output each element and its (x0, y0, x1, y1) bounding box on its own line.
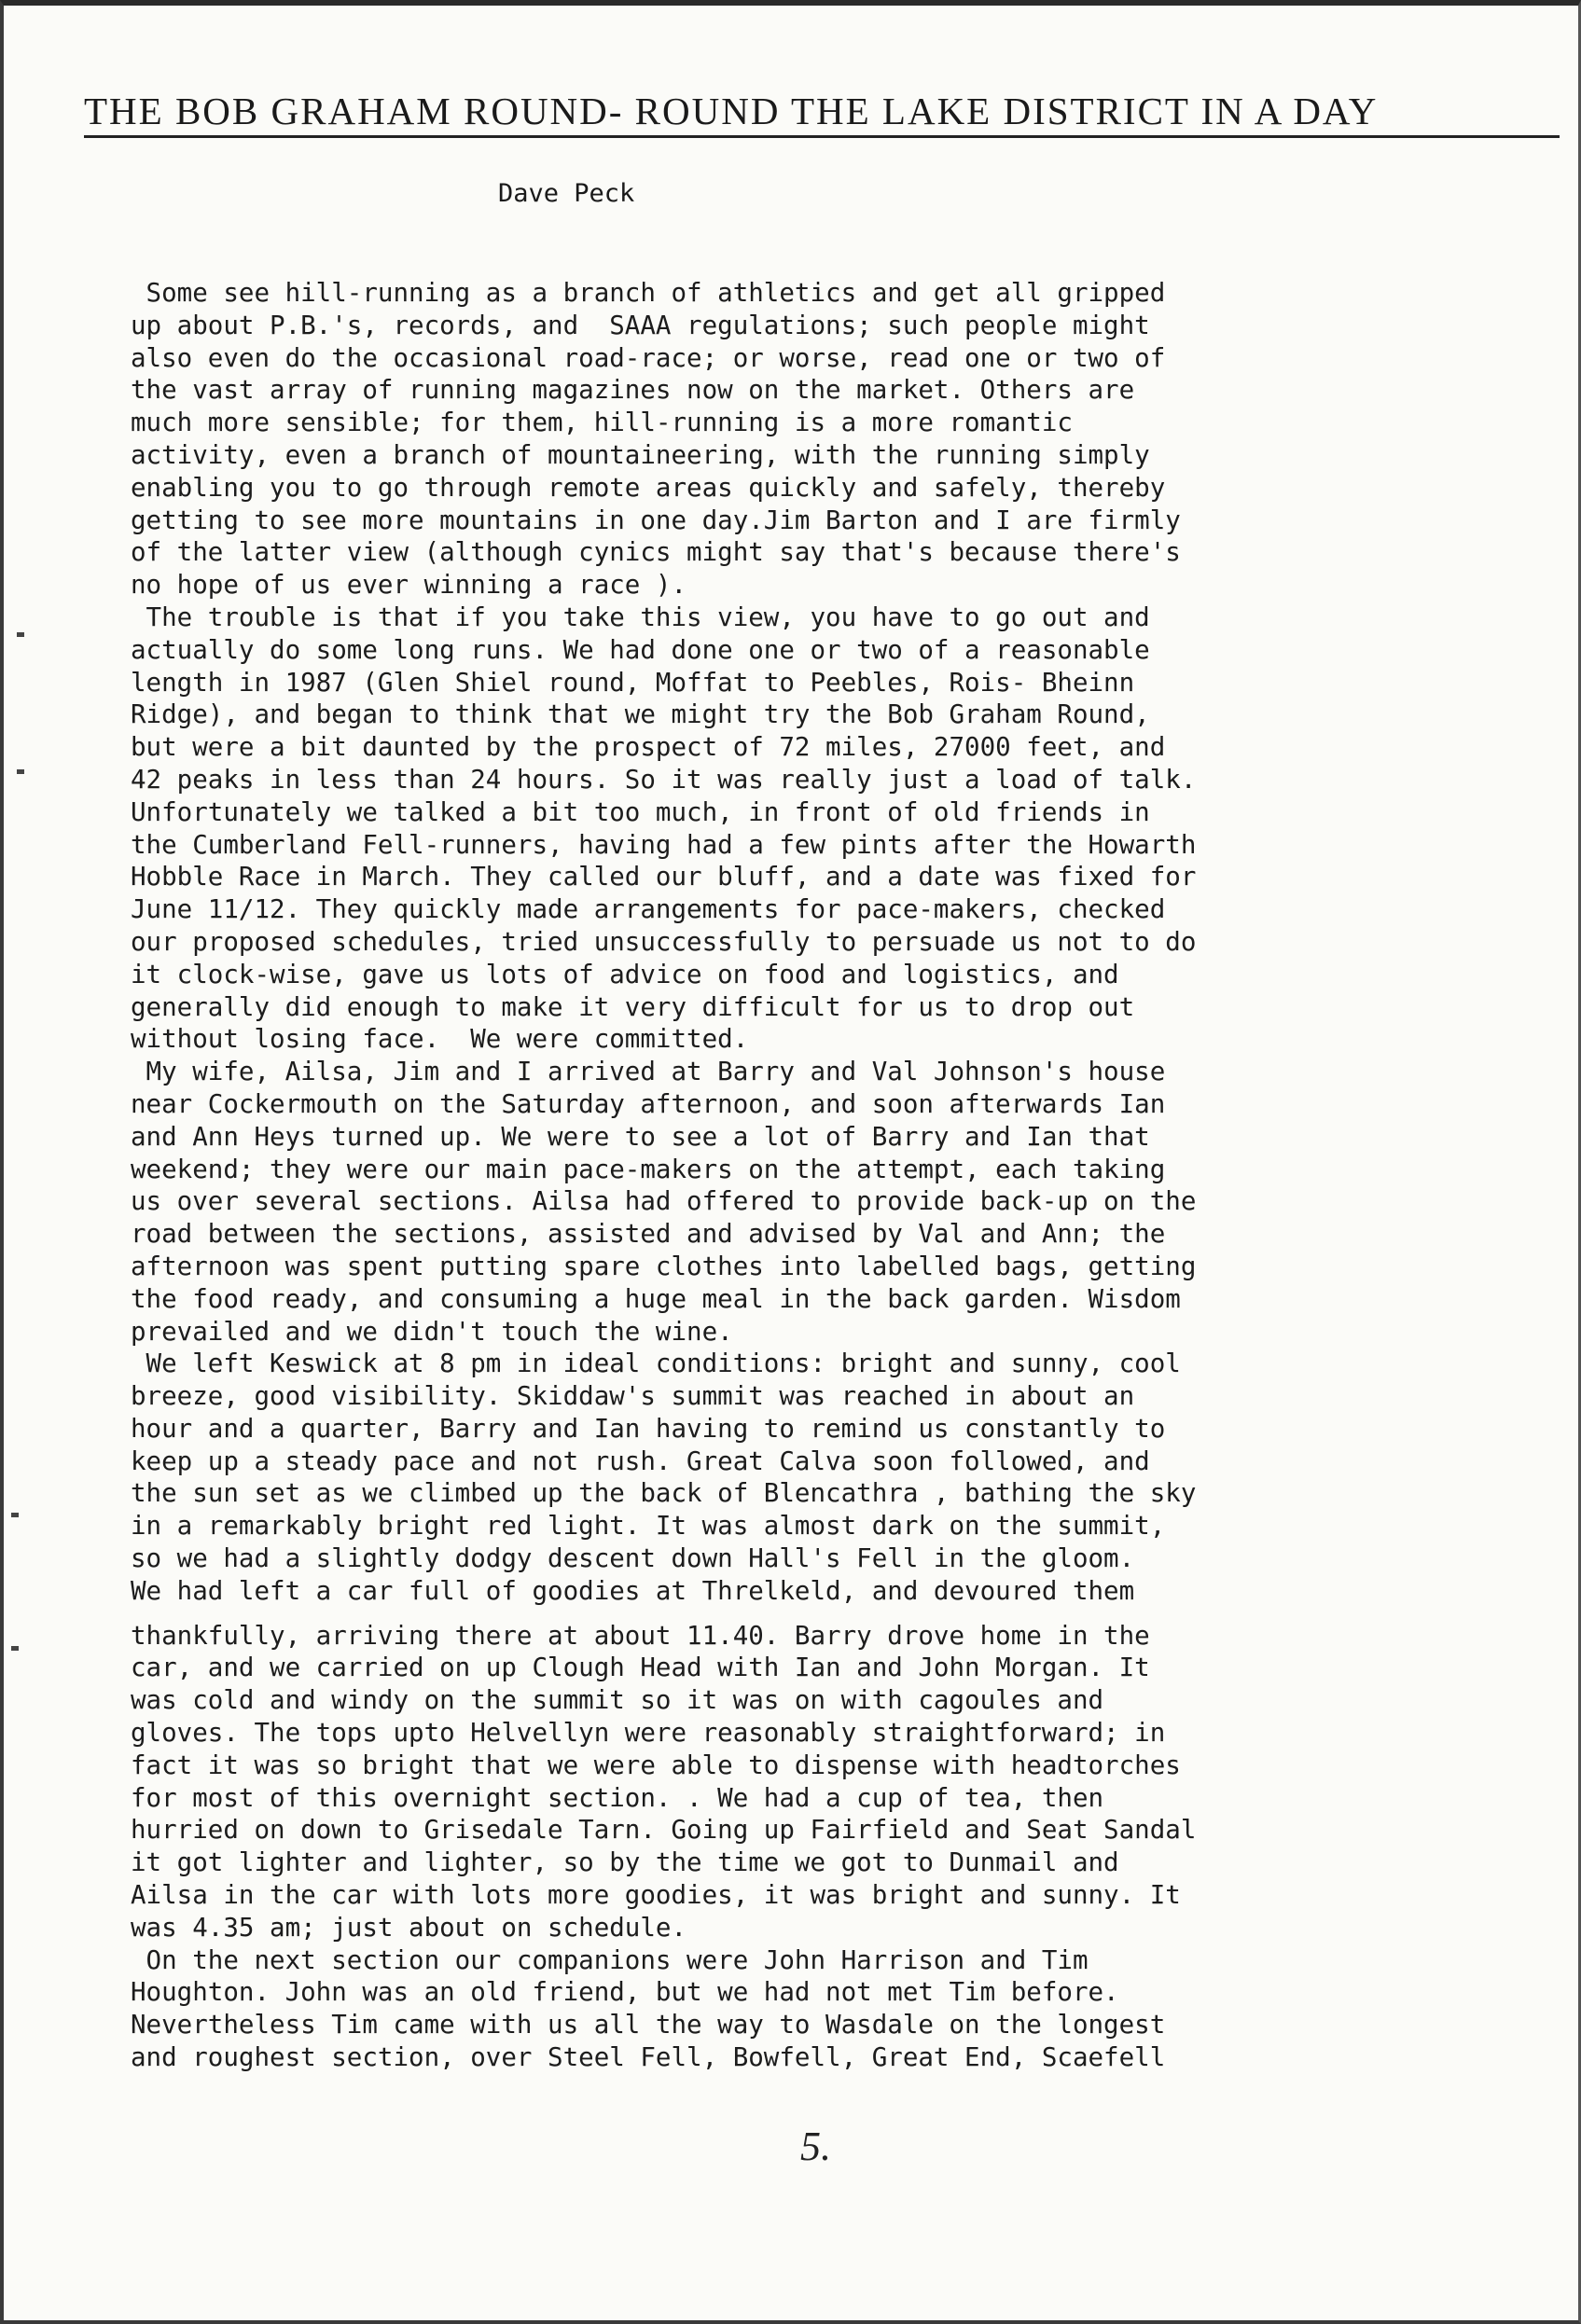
body-text-line: much more sensible; for them, hill-running is a more romantic (131, 408, 1073, 438)
body-text-line: the vast array of running magazines now on the market. Others are (131, 375, 1135, 406)
body-text-line: our proposed schedules, tried unsuccessfully to persuade us not to do (131, 926, 1197, 957)
body-text-line: keep up a steady pace and not rush. Great Calva soon followed, and (131, 1446, 1150, 1476)
article-title: THE BOB GRAHAM ROUND- ROUND THE LAKE DISTRICT IN A DAY (84, 90, 1379, 132)
body-text-line: hurried on down to Grisedale Tarn. Going up Fairfield and Seat Sandal (131, 1815, 1197, 1846)
binding-hole-mark (11, 1646, 19, 1651)
binding-hole-mark (17, 632, 24, 637)
body-text-line: On the next section our companions were John Harrison and Tim (131, 1944, 1089, 1975)
body-text-line: breeze, good visibility. Skiddaw's summit was reached in about an (131, 1381, 1135, 1412)
body-text-line: Some see hill-running as a branch of athletics and get all gripped (131, 278, 1166, 308)
body-text-line: generally did enough to make it very difficult for us to drop out (131, 991, 1135, 1022)
title-underline (84, 135, 1560, 138)
body-text-line: afternoon was spent putting spare clothes into labelled bags, getting (131, 1251, 1197, 1281)
body-text-line: We left Keswick at 8 pm in ideal conditions: bright and sunny, cool (131, 1349, 1181, 1379)
body-text-line: for most of this overnight section. . We had a cup of tea, then (131, 1782, 1104, 1813)
body-text-line: My wife, Ailsa, Jim and I arrived at Barry and Val Johnson's house (131, 1057, 1166, 1087)
body-text-line: 42 peaks in less than 24 hours. So it was really just a load of talk. (131, 764, 1197, 795)
body-text-line: thankfully, arriving there at about 11.40. Barry drove home in the (131, 1620, 1150, 1651)
body-text-line: but were a bit daunted by the prospect of 72 miles, 27000 feet, and (131, 732, 1166, 763)
body-text-line: prevailed and we didn't touch the wine. (131, 1316, 733, 1347)
body-text-line: and roughest section, over Steel Fell, Bowfell, Great End, Scaefell (131, 2042, 1166, 2073)
body-text-line: Nevertheless Tim came with us all the way to Wasdale on the longest (131, 2010, 1166, 2040)
body-text-line: car, and we carried on up Clough Head with Ian and John Morgan. It (131, 1653, 1150, 1683)
body-text-line: actually do some long runs. We had done one or two of a reasonable (131, 634, 1150, 665)
body-text-line: length in 1987 (Glen Shiel round, Moffat to Peebles, Rois- Bheinn (131, 667, 1135, 698)
body-text-line: weekend; they were our main pace-makers on the attempt, each taking (131, 1154, 1166, 1184)
body-text-line: near Cockermouth on the Saturday afternoon, and soon afterwards Ian (131, 1088, 1166, 1119)
body-text-line: without losing face. We were committed. (131, 1024, 749, 1055)
body-text-line: hour and a quarter, Barry and Ian having to remind us constantly to (131, 1413, 1166, 1444)
body-text-line: Unfortunately we talked a bit too much, in front of old friends in (131, 796, 1150, 827)
body-text-line: Ailsa in the car with lots more goodies, it was bright and sunny. It (131, 1880, 1181, 1911)
body-text-line: us over several sections. Ailsa had offered to provide back-up on the (131, 1186, 1197, 1217)
body-text-line: fact it was so bright that we were able to dispense with headtorches (131, 1750, 1181, 1780)
binding-hole-mark (17, 769, 24, 774)
body-text-line: so we had a slightly dodgy descent down Hall's Fell in the gloom. (131, 1543, 1135, 1574)
body-text-line: getting to see more mountains in one day.Jim Barton and I are firmly (131, 505, 1181, 535)
body-text-line: also even do the occasional road-race; or worse, read one or two of (131, 342, 1166, 373)
body-text-line: up about P.B.'s, records, and SAAA regulations; such people might (131, 310, 1150, 340)
body-text-line: activity, even a branch of mountaineering, with the running simply (131, 439, 1150, 470)
author-name: Dave Peck (498, 179, 635, 208)
body-text-line: the Cumberland Fell-runners, having had a few pints after the Howarth (131, 829, 1197, 860)
body-text-line: We had left a car full of goodies at Threlkeld, and devoured them (131, 1575, 1135, 1606)
body-text-line: and Ann Heys turned up. We were to see a lot of Barry and Ian that (131, 1121, 1150, 1152)
body-text-line: it clock-wise, gave us lots of advice on food and logistics, and (131, 959, 1119, 989)
body-text-line: road between the sections, assisted and advised by Val and Ann; the (131, 1219, 1166, 1250)
binding-hole-mark (11, 1513, 19, 1517)
body-text-line: June 11/12. They quickly made arrangements for pace-makers, checked (131, 894, 1166, 925)
body-text-line: of the latter view (although cynics might say that's because there's (131, 537, 1181, 568)
body-text-line: the food ready, and consuming a huge meal in the back garden. Wisdom (131, 1283, 1181, 1314)
body-text-line: no hope of us ever winning a race ). (131, 570, 687, 601)
body-text-line: in a remarkably bright red light. It was almost dark on the summit, (131, 1511, 1166, 1542)
body-text-line: Ridge), and began to think that we might try the Bob Graham Round, (131, 699, 1150, 730)
body-text-line: gloves. The tops upto Helvellyn were reasonably straightforward; in (131, 1718, 1166, 1749)
body-text-line: was 4.35 am; just about on schedule. (131, 1912, 687, 1943)
body-text-line: Houghton. John was an old friend, but we had not met Tim before. (131, 1977, 1119, 2008)
body-text-line: was cold and windy on the summit so it was on with cagoules and (131, 1685, 1104, 1716)
page-number: 5. (800, 2123, 831, 2169)
body-text-line: the sun set as we climbed up the back of Blencathra , bathing the sky (131, 1478, 1197, 1509)
body-text-line: enabling you to go through remote areas quickly and safely, thereby (131, 472, 1166, 503)
body-text-line: Hobble Race in March. They called our bluff, and a date was fixed for (131, 862, 1197, 892)
article-body (131, 277, 1548, 2074)
body-text-line: it got lighter and lighter, so by the time we got to Dunmail and (131, 1847, 1119, 1878)
body-text-line: The trouble is that if you take this view, you have to go out and (131, 602, 1150, 632)
